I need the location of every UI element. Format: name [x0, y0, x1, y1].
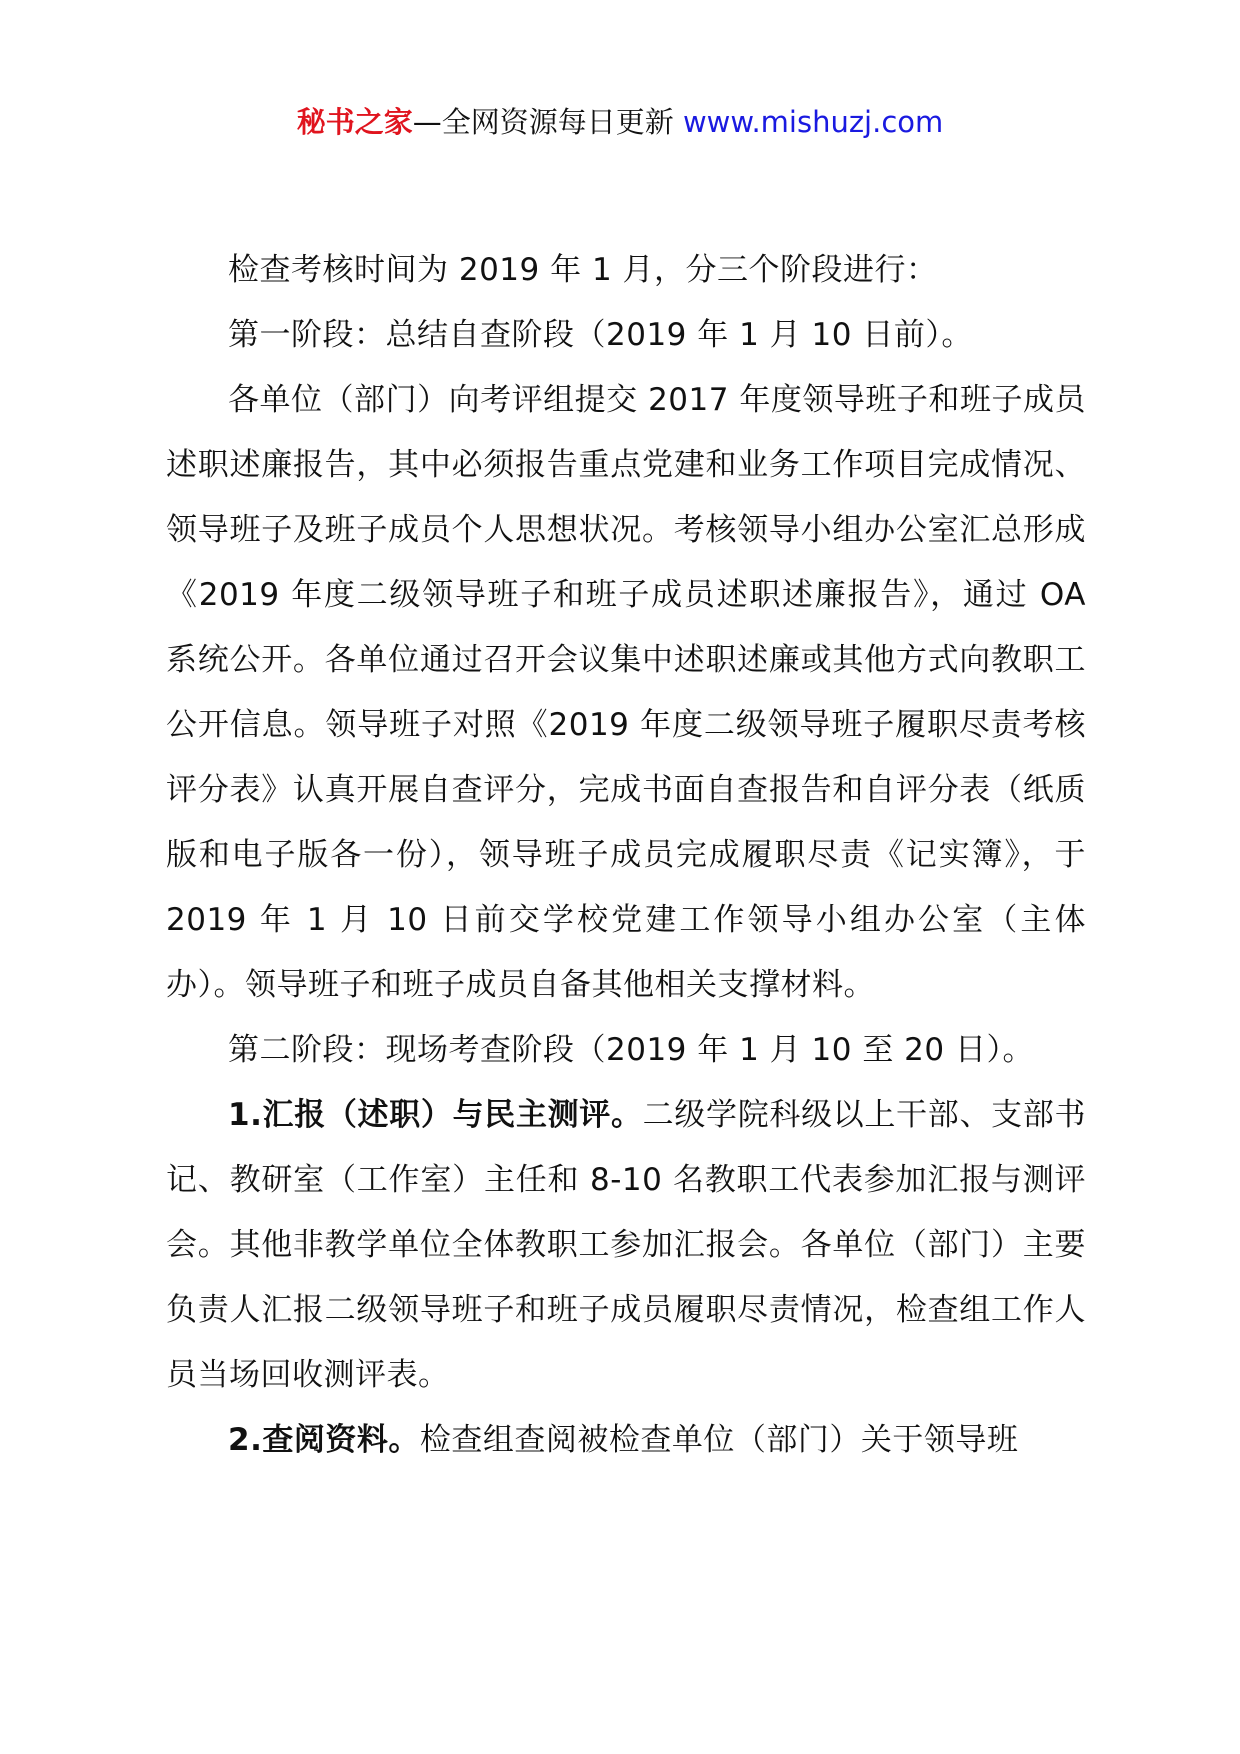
site-url-link[interactable]: www.mishuzj.com [682, 105, 944, 139]
paragraph-stage-one: 第一阶段：总结自查阶段（2019 年 1 月 10 日前）。 [228, 317, 973, 353]
report-evaluation-text: 二级学院科级以上干部、支部书记、教研室（工作室）主任和 8-10 名教职工代表参加汇报与测评会。其他非教学单位全体教职工参加汇报会。各单位（部门）主要负责人汇报二级领导班子和班子成员履职尽责情况，检查组工作人员当场回收测评表。 [166, 1097, 1086, 1393]
review-materials-heading: 2.查阅资料。 [228, 1422, 420, 1458]
site-tagline: —全网资源每日更新 [412, 105, 683, 139]
paragraph-schedule: 检查考核时间为 2019 年 1 月，分三个阶段进行： [228, 252, 938, 288]
watermark-header [0, 100, 1240, 144]
paragraph-report-evaluation [166, 1083, 1086, 1408]
document-body [166, 238, 1086, 1473]
site-brand: 秘书之家 [296, 105, 413, 139]
paragraph-stage-two: 第二阶段：现场考查阶段（2019 年 1 月 10 至 20 日）。 [228, 1032, 1034, 1068]
report-evaluation-heading: 1.汇报（述职）与民主测评。 [228, 1097, 643, 1133]
review-materials-text: 检查组查阅被检查单位（部门）关于领导班 [419, 1422, 1019, 1458]
paragraph-review-materials [166, 1408, 1086, 1473]
paragraph-stage-one-details: 各单位（部门）向考评组提交 2017 年度领导班子和班子成员述职述廉报告，其中必须报告重点党建和业务工作项目完成情况、领导班子及班子成员个人思想状况。考核领导小组办公室汇总形成《2019 年度二级领导班子和班子成员述职述廉报告》，通过 OA 系统公开。各单位通过召开会议集中述职述廉或其他方式向教职工公开信息。领导班子对照《2019 年度二级领导班子履职尽责考核评分表》认真开展自查评分，完成书面自查报告和自评分表（纸质版和电子版各一份），领导班子成员完成履职尽责《记实簿》，于 2019 年 1 月 10 日前交学校党建工作领导小组办公室（主体办）。领导班子和班子成员自备其他相关支撑材料。 [166, 382, 1086, 1003]
